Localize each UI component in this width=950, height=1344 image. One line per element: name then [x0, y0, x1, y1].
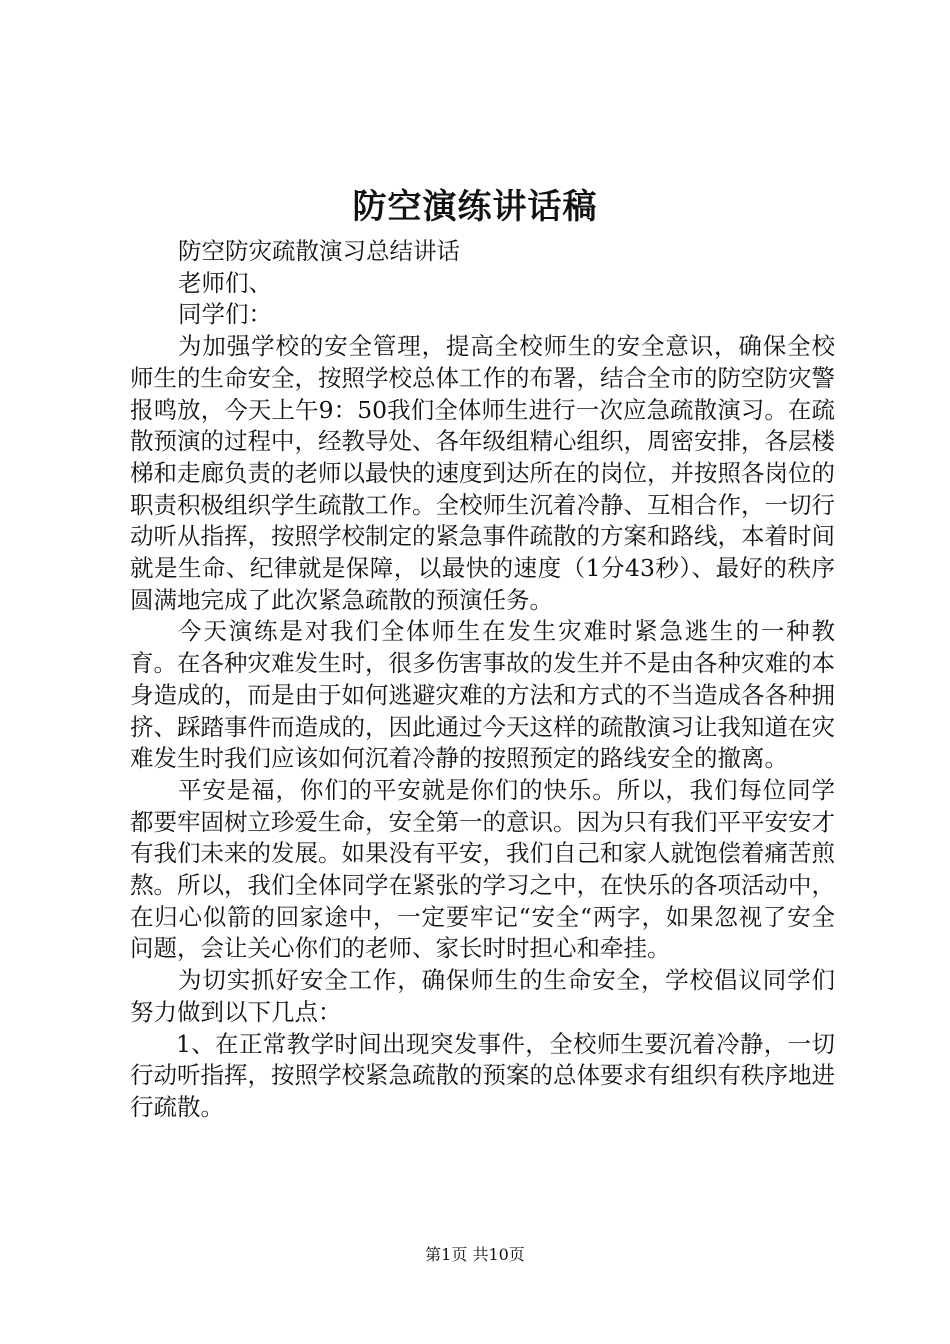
list-item-1: 1、在正常教学时间出现突发事件，全校师生要沉着冷静，一切行动听指挥，按照学校紧急疏散的预案的总体要求有组织有秩序地进行疏散。 [130, 1029, 835, 1121]
document-title: 防空演练讲话稿 [352, 187, 598, 227]
paragraph-3: 平安是福，你们的平安就是你们的快乐。所以，我们每位同学都要牢固树立珍爱生命，安全第一的意识。因为只有我们平平安安才有我们未来的发展。如果没有平安，我们自己和家人就饱偿着痛苦煎熬。所以，我们全体同学在紧张的学习之中，在快乐的各项活动中，在归心似箭的回家途中，一定要牢记“安全“两字，如果忽视了安全问题，会让关心你们的老师、家长时时担心和牵挂。 [130, 775, 835, 963]
document-subtitle: 防空防灾疏散演习总结讲话 [178, 237, 460, 265]
document-body [130, 236, 835, 1124]
page-number-footer: 第1页 共10页 [425, 1245, 525, 1264]
paragraph-4: 为切实抓好安全工作，确保师生的生命安全，学校倡议同学们努力做到以下几点： [130, 966, 835, 1026]
salutation-students: 同学们： [178, 300, 272, 329]
salutation-teachers: 老师们、 [178, 268, 272, 297]
paragraph-1: 为加强学校的安全管理，提高全校师生的安全意识，确保全校师生的生命安全，按照学校总体工作的布署，结合全市的防空防灾警报鸣放，今天上午9：50我们全体师生进行一次应急疏散演习。在疏散预演的过程中，经教导处、各年级组精心组织，周密安排，各层楼梯和走廊负责的老师以最快的速度到达所在的岗位，并按照各岗位的职责积极组织学生疏散工作。全校师生沉着冷静、互相合作，一切行动听从指挥，按照学校制定的紧急事件疏散的方案和路线，本着时间就是生命、纪律就是保障，以最快的速度（1分43秒）、最好的秩序圆满地完成了此次紧急疏散的预演任务。 [130, 332, 835, 614]
paragraph-2: 今天演练是对我们全体师生在发生灾难时紧急逃生的一种教育。在各种灾难发生时，很多伤害事故的发生并不是由各种灾难的本身造成的，而是由于如何逃避灾难的方法和方式的不当造成各各种拥挤、踩踏事件而造成的，因此通过今天这样的疏散演习让我知道在灾难发生时我们应该如何沉着冷静的按照预定的路线安全的撤离。 [130, 617, 835, 773]
